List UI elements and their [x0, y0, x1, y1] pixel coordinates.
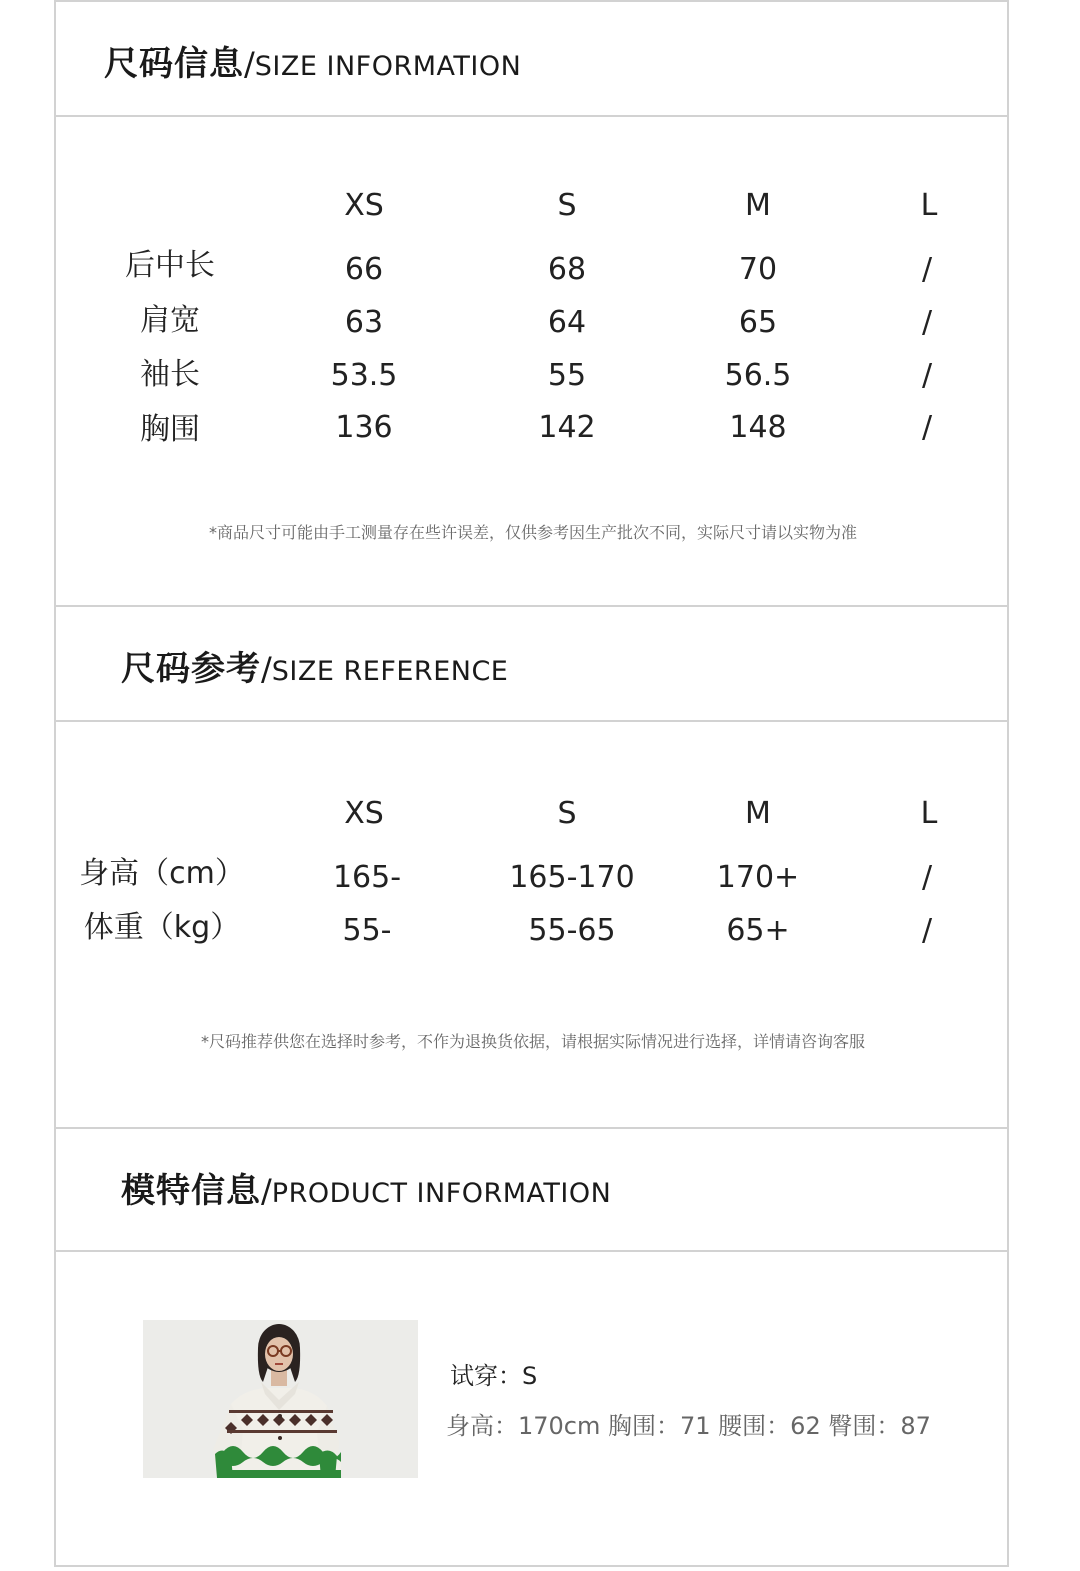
table-cell: 53.5 [330, 358, 398, 393]
divider [54, 1250, 1009, 1252]
row-label: 肩宽 [140, 303, 200, 338]
column-header: S [557, 796, 577, 831]
model-info-title [121, 1171, 612, 1211]
table-cell: 66 [344, 252, 384, 287]
row-label: 身高（cm） [79, 856, 245, 891]
table-cell: 148 [729, 410, 787, 445]
table-cell: 70 [738, 252, 778, 287]
model-tryon-size: 试穿：S [450, 1362, 538, 1390]
size-ref-title-en: SIZE REFERENCE [271, 656, 509, 687]
column-header: L [920, 796, 938, 831]
table-cell: 65 [738, 305, 778, 340]
table-cell: 64 [547, 305, 587, 340]
model-info-title-en: PRODUCT INFORMATION [271, 1178, 612, 1209]
table-cell: 165- [332, 860, 402, 895]
model-photo [143, 1320, 418, 1478]
table-cell: / [921, 913, 933, 948]
table-cell: / [921, 410, 933, 445]
table-cell: 63 [344, 305, 384, 340]
model-measurements: 身高：170cm 胸围：71 腰围：62 臀围：87 [446, 1412, 931, 1440]
table-cell: / [921, 252, 933, 287]
table-cell: / [921, 860, 933, 895]
size-info-title-separator: / [244, 45, 255, 83]
table-cell: 165-170 [509, 860, 635, 895]
model-photo-illustration [143, 1320, 418, 1478]
divider [54, 115, 1009, 117]
divider [54, 720, 1009, 722]
column-header: S [557, 188, 577, 223]
divider [54, 1127, 1009, 1129]
size-info-note: *商品尺寸可能由手工测量存在些许误差，仅供参考因生产批次不同，实际尺寸请以实物为准 [208, 523, 858, 542]
divider [54, 605, 1009, 607]
row-label: 袖长 [140, 357, 200, 392]
table-cell: 170+ [716, 860, 800, 895]
size-info-title-en: SIZE INFORMATION [254, 51, 522, 82]
table-cell: 56.5 [724, 358, 792, 393]
column-header: XS [344, 796, 384, 831]
model-info-title-zh: 模特信息 [121, 1171, 261, 1211]
size-info-title [104, 44, 522, 84]
row-label: 后中长 [125, 248, 215, 283]
model-info-title-separator: / [261, 1172, 272, 1210]
table-cell: 136 [335, 410, 393, 445]
column-header: M [745, 188, 771, 223]
row-label: 胸围 [140, 412, 200, 447]
table-cell: 55- [342, 913, 392, 948]
table-cell: 68 [547, 252, 587, 287]
column-header: L [920, 188, 938, 223]
top-border [54, 0, 1009, 2]
table-cell: 65+ [726, 913, 790, 948]
size-ref-title-zh: 尺码参考 [121, 649, 261, 689]
size-ref-title-separator: / [261, 650, 272, 688]
table-cell: 55-65 [528, 913, 616, 948]
table-cell: 142 [538, 410, 596, 445]
size-ref-note: *尺码推荐供您在选择时参考，不作为退换货依据，请根据实际情况进行选择，详情请咨询客服 [200, 1032, 866, 1051]
size-info-title-zh: 尺码信息 [104, 44, 244, 84]
column-header: M [745, 796, 771, 831]
row-label: 体重（kg） [83, 910, 241, 945]
table-cell: / [921, 358, 933, 393]
table-cell: 55 [547, 358, 587, 393]
table-cell: / [921, 305, 933, 340]
column-header: XS [344, 188, 384, 223]
size-ref-title [121, 649, 509, 689]
